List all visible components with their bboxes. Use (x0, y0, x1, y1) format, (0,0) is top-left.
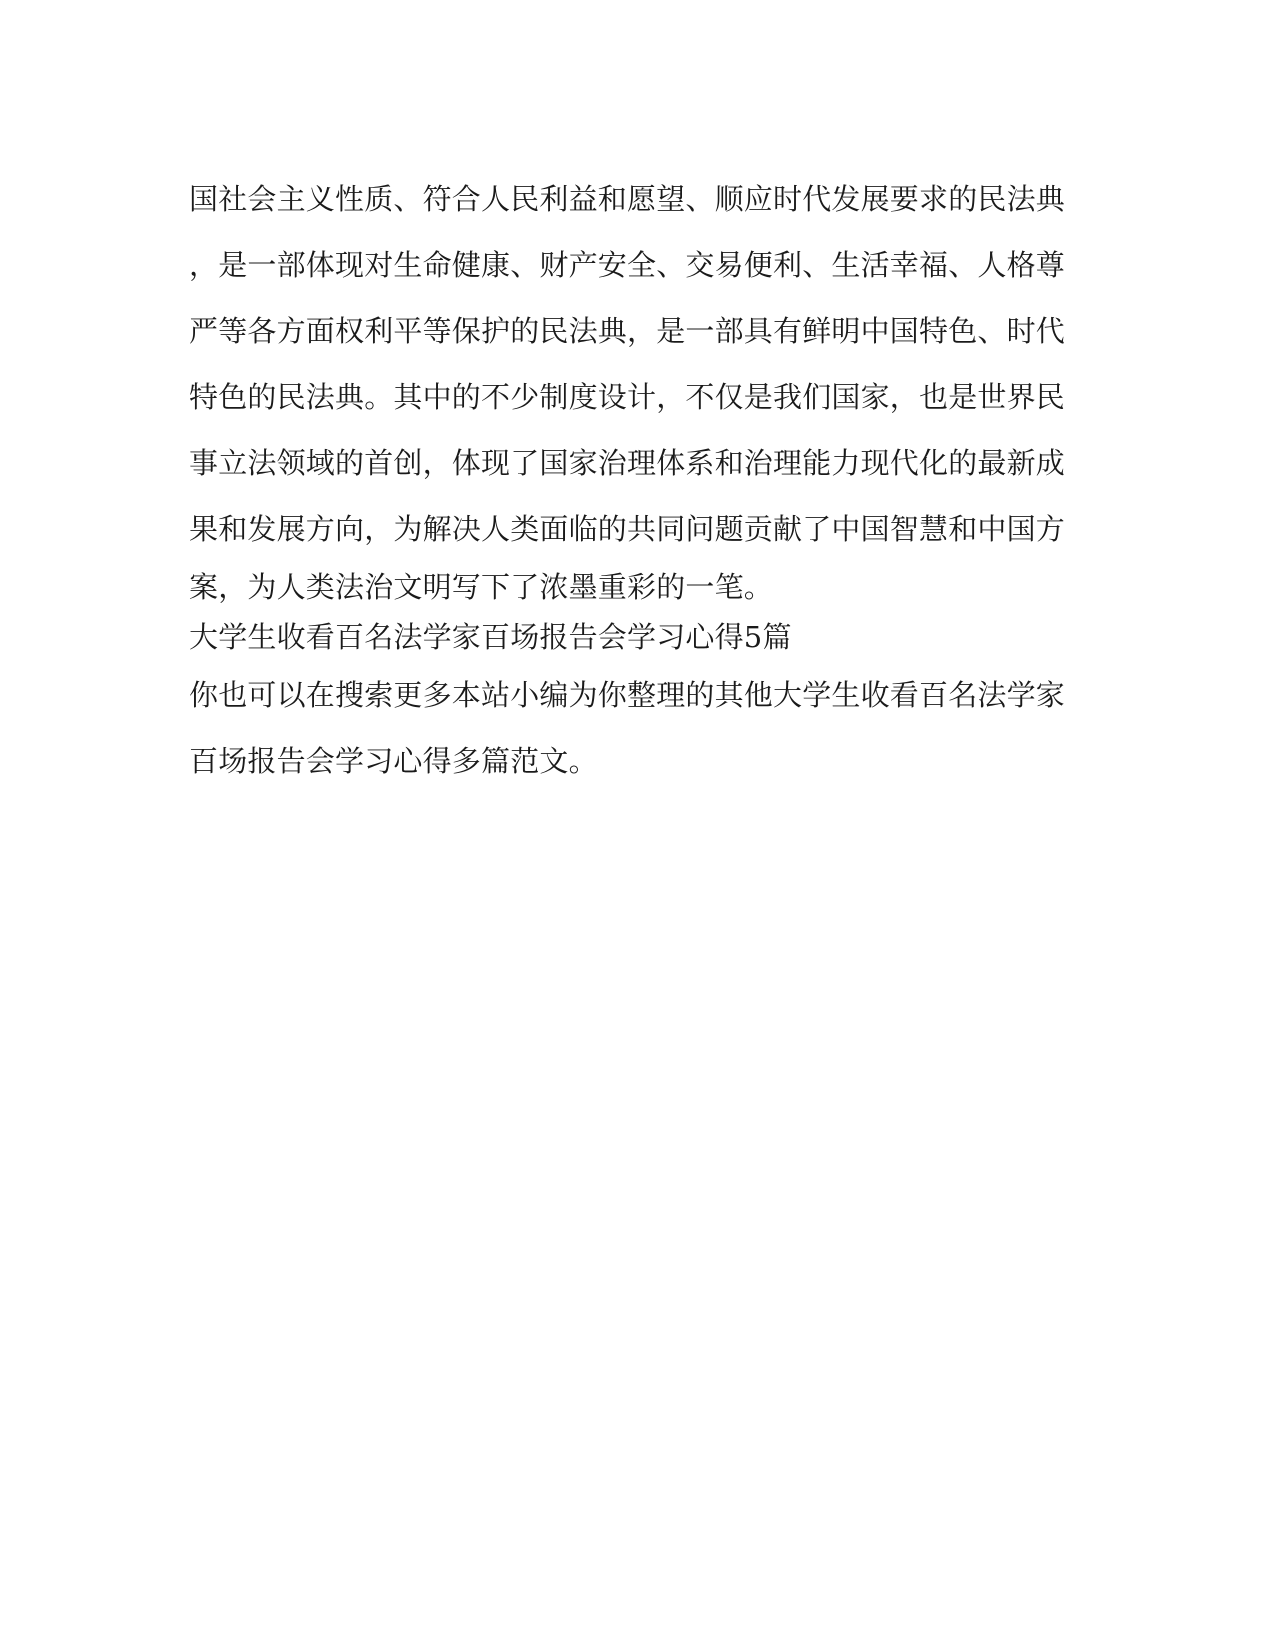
paragraph-line: 特色的民法典。其中的不少制度设计，不仅是我们国家，也是世界民 (189, 380, 1066, 414)
paragraph-line: 果和发展方向，为解决人类面临的共同问题贡献了中国智慧和中国方 (189, 512, 1066, 546)
paragraph-line: 百场报告会学习心得多篇范文。 (189, 744, 598, 778)
paragraph-line: 你也可以在搜索更多本站小编为你整理的其他大学生收看百名法学家 (189, 678, 1066, 712)
paragraph-line: ，是一部体现对生命健康、财产安全、交易便利、生活幸福、人格尊 (189, 248, 1066, 282)
document-body (189, 166, 1069, 794)
paragraph-line: 事立法领域的首创，体现了国家治理体系和治理能力现代化的最新成 (189, 446, 1066, 480)
paragraph-line: 严等各方面权利平等保护的民法典，是一部具有鲜明中国特色、时代 (189, 314, 1066, 348)
section-heading: 大学生收看百名法学家百场报告会学习心得5篇 (189, 620, 792, 654)
paragraph-line: 案，为人类法治文明写下了浓墨重彩的一笔。 (189, 570, 774, 604)
paragraph-line: 国社会主义性质、符合人民利益和愿望、顺应时代发展要求的民法典 (189, 182, 1066, 216)
